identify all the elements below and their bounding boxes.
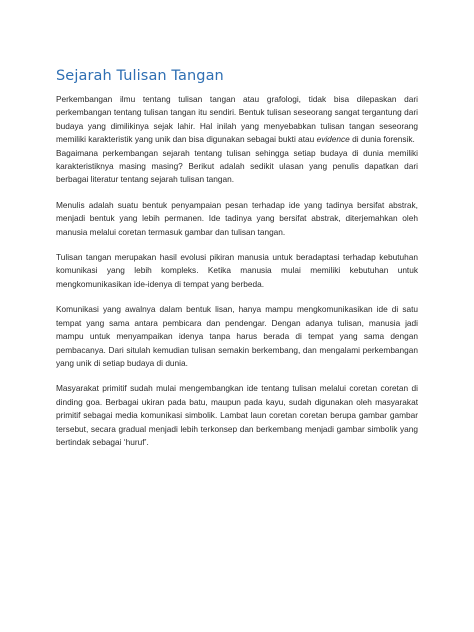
paragraph-text: Perkembangan ilmu tentang tulisan tangan atau grafologi, tidak bisa dilepaskan dari perkembangan tentang tulisan tangan itu sendiri. Bentuk tulisan seseorang sangat tergantung dari budaya yang dimilikinya sejak lahir. Hal inilah yang menyebabkan tulisan tangan seseorang memiliki karakteristik yang unik dan bisa digunakan sebagai bukti atau [56, 94, 418, 145]
paragraph-komunikasi: Komunikasi yang awalnya dalam bentuk lisan, hanya mampu mengkomunikasikan ide di satu tempat yang sama antara pembicara dan pendengar. Dengan adanya tulisan, manusia jadi mampu untuk menyampaikan idenya tanpa harus berada di tempat yang sama dengan pembacanya. Dari situlah kemudian tulisan semakin berkembang, dan mengalami perkembangan yang unik di setiap budaya di dunia. [56, 304, 418, 368]
document-page [56, 68, 418, 449]
emphasis-evidence: evidence [316, 134, 350, 145]
document-title: Sejarah Tulisan Tangan [56, 68, 224, 84]
paragraph-text: di dunia forensik. [349, 134, 415, 145]
paragraph-masyarakat-primitif: Masyarakat primitif sudah mulai mengembangkan ide tentang tulisan melalui coretan coretan di dinding goa. Berbagai ukiran pada batu, maupun pada kayu, sudah digunakan oleh masyarakat primitif sebagai media komunikasi simbolik. Lambat laun coretan coretan berupa gambar gambar tersebut, secara gradual menjadi lebih terkonsep dan berkembang menjadi gambar simbolik yang bertindak sebagai ‘huruf’. [56, 383, 418, 447]
paragraph-menulis: Menulis adalah suatu bentuk penyampaian pesan terhadap ide yang tadinya bersifat abstrak, menjadi bentuk yang lebih permanen. Ide tadinya yang bersifat abstrak, diterjemahkan oleh manusia melalui coretan termasuk gambar dan tulisan tangan. [56, 199, 418, 237]
paragraph-grafologi [56, 93, 418, 147]
paragraph-question: Bagaimana perkembangan sejarah tentang tulisan sehingga setiap budaya di dunia memiliki karakteristiknya masing masing? Berikut adalah sedikit ulasan yang penulis dapatkan dari berbagai literatur tentang sejarah tulisan tangan. [56, 147, 418, 185]
paragraph-evolusi: Tulisan tangan merupakan hasil evolusi pikiran manusia untuk beradaptasi terhadap kebutuhan komunikasi yang lebih kompleks. Ketika manusia mulai memiliki kebutuhan untuk mengkomunikasikan ide-idenya di tempat yang berbeda. [56, 252, 418, 289]
